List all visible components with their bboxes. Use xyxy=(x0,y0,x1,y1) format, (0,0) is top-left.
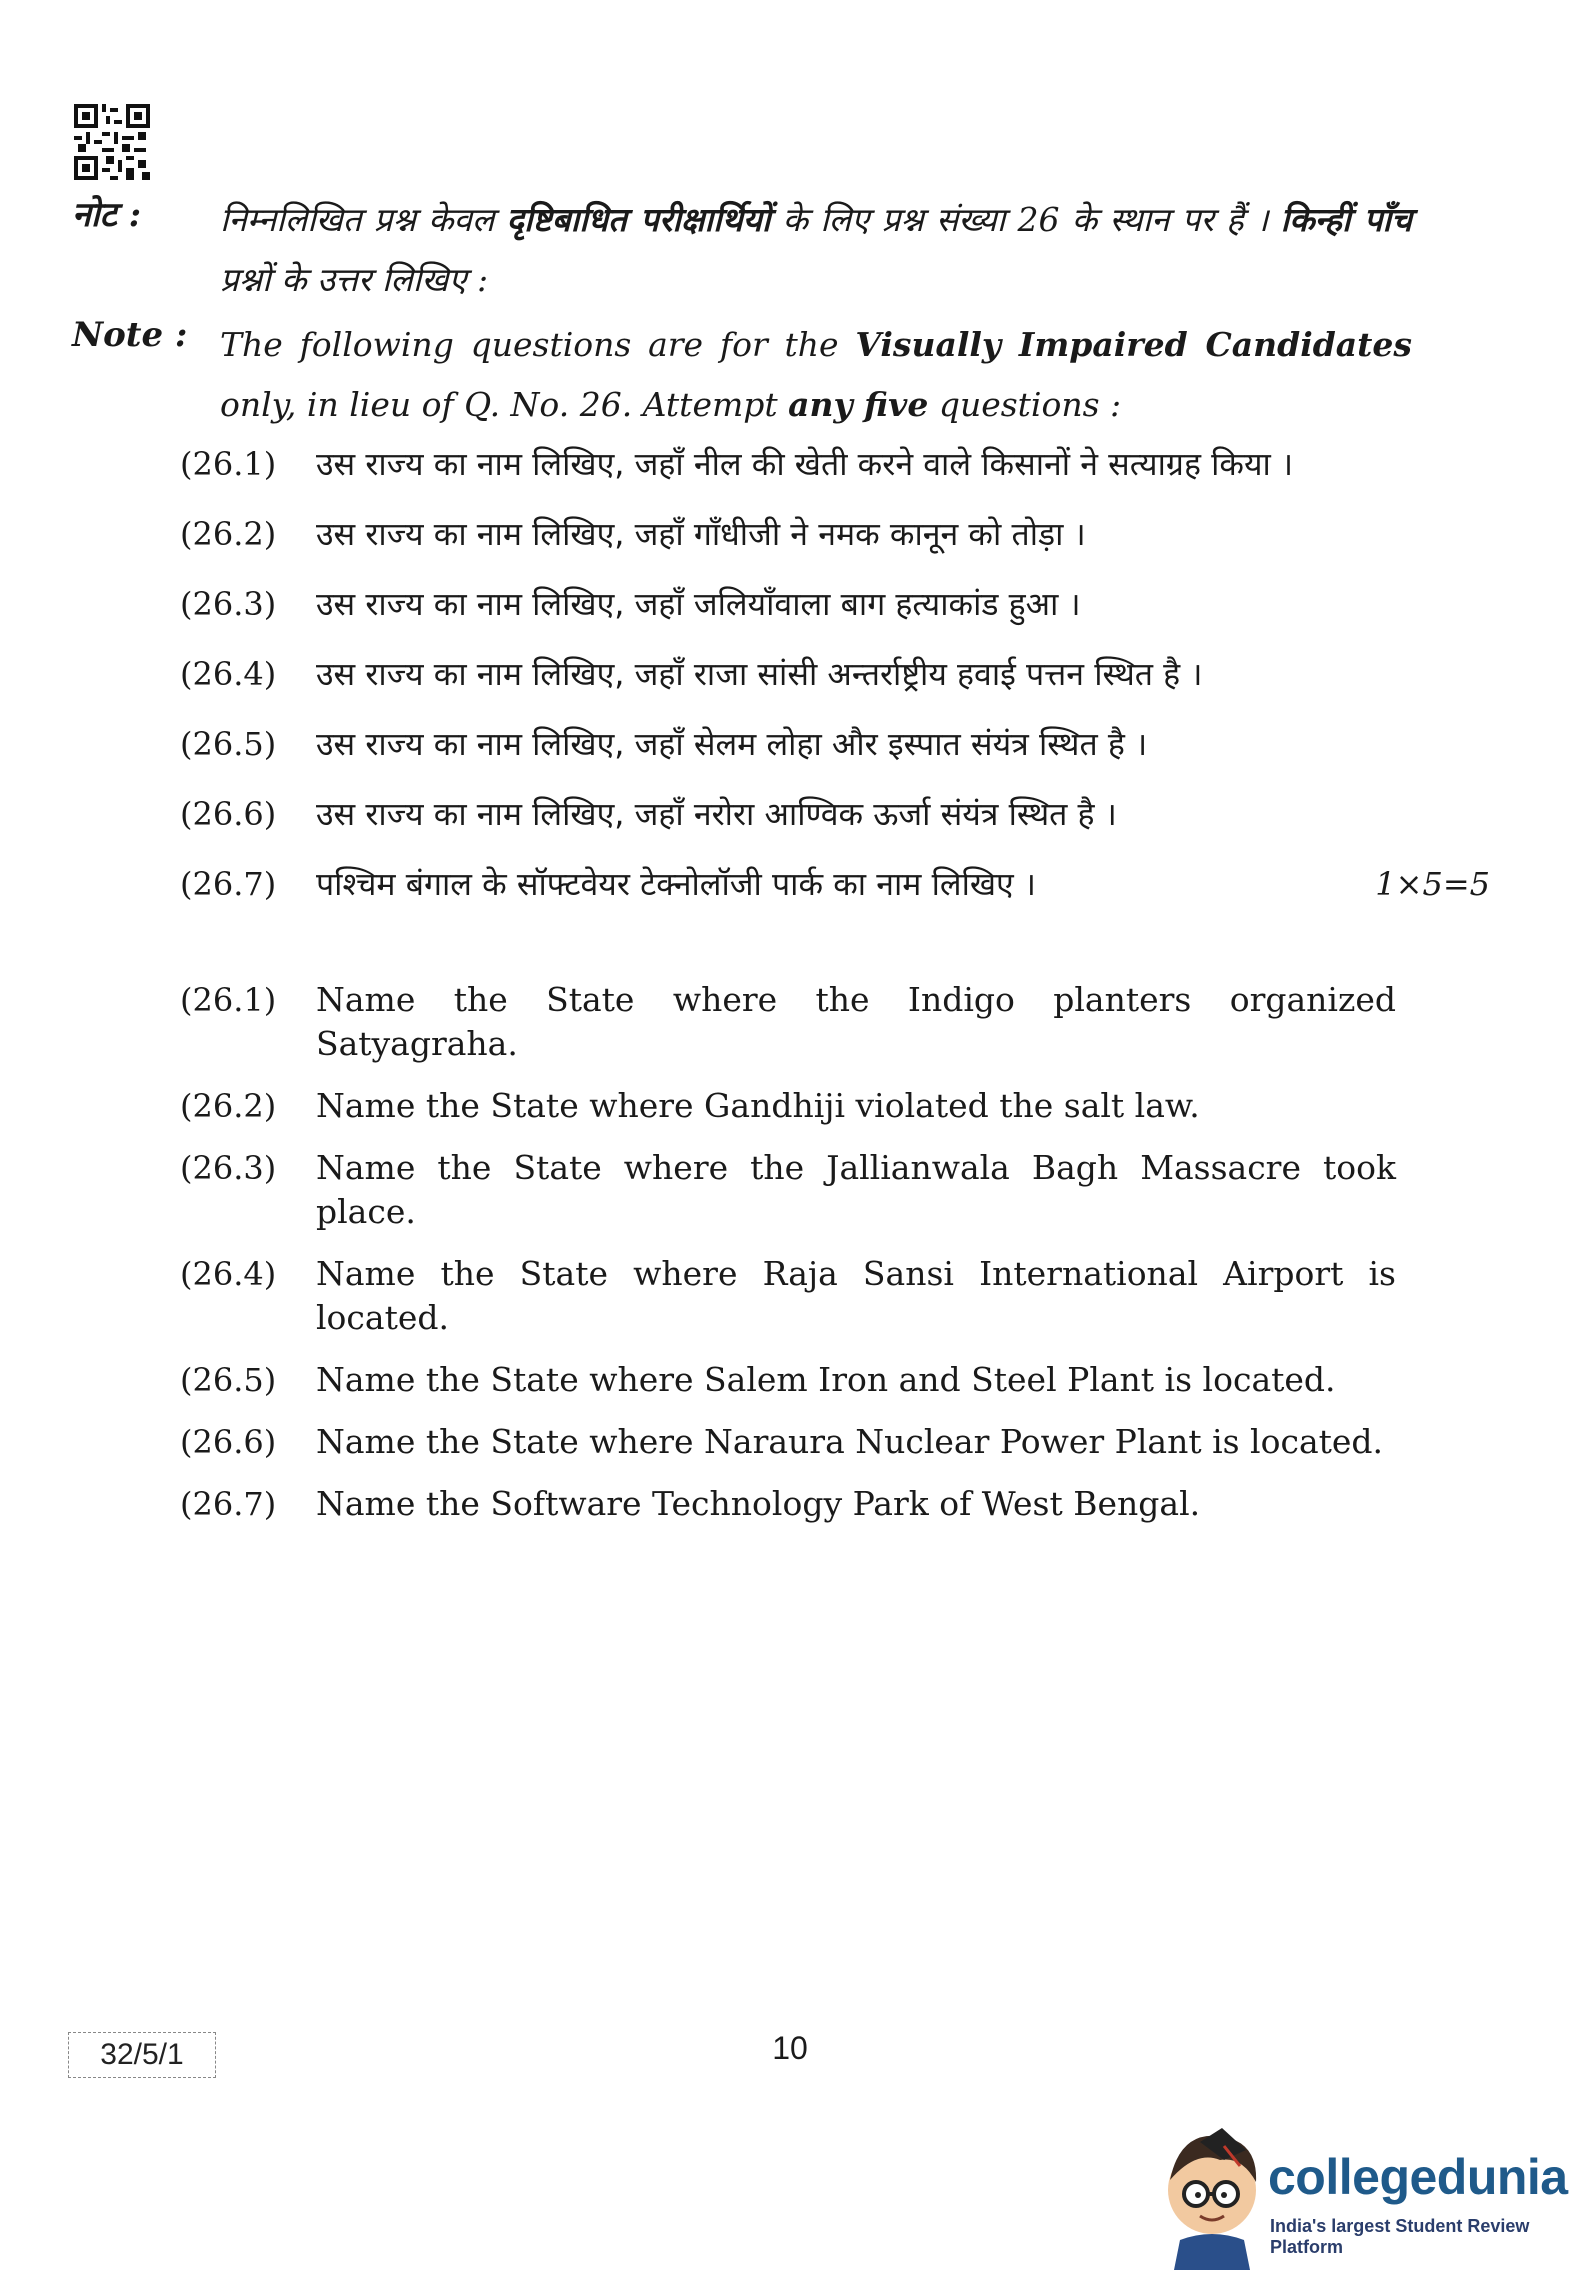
note-emphasis: दृष्टिबाधित परीक्षार्थियों xyxy=(506,200,771,239)
question-number: (26.6) xyxy=(180,1423,277,1461)
question-item xyxy=(180,1482,1490,1526)
note-emphasis: किन्हीं पाँच xyxy=(1280,200,1412,239)
page-number: 10 xyxy=(772,2030,808,2066)
paper-code: 32/5/1 xyxy=(68,2032,216,2078)
collegedunia-logo xyxy=(1160,2120,1568,2270)
question-list-english xyxy=(180,978,1490,1544)
question-text: Name the State where Gandhiji violated the salt law. xyxy=(316,1086,1200,1125)
question-text: उस राज्य का नाम लिखिए, जहाँ सेलम लोहा और इस्पात संयंत्र स्थित है । xyxy=(316,725,1148,763)
question-item xyxy=(180,1358,1490,1402)
question-number: (26.2) xyxy=(180,1087,277,1125)
note-text-hindi xyxy=(220,190,1412,310)
question-text: Name the State where the Jallianwala Bagh Massacre took place. xyxy=(316,1148,1396,1231)
question-text: उस राज्य का नाम लिखिए, जहाँ जलियाँवाला बाग हत्याकांड हुआ । xyxy=(316,585,1081,623)
question-text: Name the State where Naraura Nuclear Power Plant is located. xyxy=(316,1422,1384,1461)
question-text: पश्चिम बंगाल के सॉफ्टवेयर टेक्नोलॉजी पार्क का नाम लिखिए । xyxy=(316,865,1037,903)
note-emphasis: any five xyxy=(788,385,929,424)
question-number: (26.1) xyxy=(180,445,277,483)
question-item xyxy=(180,652,1490,696)
question-item xyxy=(180,442,1490,486)
question-text: Name the Software Technology Park of West Bengal. xyxy=(316,1484,1201,1523)
question-item xyxy=(180,792,1490,836)
question-text: उस राज्य का नाम लिखिए, जहाँ राजा सांसी अन्तर्राष्ट्रीय हवाई पत्तन स्थित है । xyxy=(316,655,1203,693)
question-text: उस राज्य का नाम लिखिए, जहाँ नरोरा आण्विक ऊर्जा संयंत्र स्थित है । xyxy=(316,795,1117,833)
question-number: (26.4) xyxy=(180,1255,277,1293)
question-number: (26.7) xyxy=(180,1485,277,1523)
question-item xyxy=(180,978,1490,1066)
question-number: (26.6) xyxy=(180,795,277,833)
question-item xyxy=(180,862,1490,906)
question-text: Name the State where Raja Sansi International Airport is located. xyxy=(316,1254,1396,1337)
note-hindi xyxy=(72,190,1412,320)
question-number: (26.3) xyxy=(180,585,277,623)
note-text-part: के लिए प्रश्न संख्या 26 के स्थान पर हैं । xyxy=(770,200,1281,239)
question-item xyxy=(180,1420,1490,1464)
question-number: (26.4) xyxy=(180,655,277,693)
question-number: (26.2) xyxy=(180,515,277,553)
note-text-part: questions : xyxy=(928,385,1122,424)
question-text: उस राज्य का नाम लिखिए, जहाँ नील की खेती करने वाले किसानों ने सत्याग्रह किया । xyxy=(316,445,1294,483)
qr-code-icon xyxy=(74,104,150,180)
question-item xyxy=(180,722,1490,766)
note-text-part: The following questions are for the xyxy=(220,325,856,364)
note-text-part: निम्नलिखित प्रश्न केवल xyxy=(220,200,507,239)
note-english xyxy=(72,315,1412,435)
question-number: (26.1) xyxy=(180,981,277,1019)
question-list-hindi xyxy=(180,442,1490,932)
question-item xyxy=(180,582,1490,626)
logo-tagline: India's largest Student Review Platform xyxy=(1270,2216,1530,2257)
question-number: (26.5) xyxy=(180,725,277,763)
question-item xyxy=(180,1252,1490,1340)
note-label-hindi: नोट : xyxy=(72,195,142,235)
note-label-english: Note : xyxy=(72,315,188,355)
note-emphasis: Visually Impaired Candidates xyxy=(855,325,1412,364)
question-text: उस राज्य का नाम लिखिए, जहाँ गाँधीजी ने नमक कानून को तोड़ा । xyxy=(316,515,1086,553)
question-text: Name the State where the Indigo planters organized Satyagraha. xyxy=(316,980,1396,1063)
question-item xyxy=(180,1146,1490,1234)
question-number: (26.5) xyxy=(180,1361,277,1399)
mascot-icon xyxy=(1160,2120,1264,2270)
note-text-part: only, in lieu of Q. No. 26. Attempt xyxy=(220,385,789,424)
marks-allocation: 1×5=5 xyxy=(1375,865,1490,903)
question-number: (26.3) xyxy=(180,1149,277,1187)
logo-wordmark: collegedunia xyxy=(1268,2149,1568,2205)
note-text-english xyxy=(220,315,1412,435)
question-item xyxy=(180,1084,1490,1128)
question-number: (26.7) xyxy=(180,865,277,903)
note-text-part: प्रश्नों के उत्तर लिखिए : xyxy=(220,260,489,299)
question-item xyxy=(180,512,1490,556)
question-text: Name the State where Salem Iron and Steel Plant is located. xyxy=(316,1360,1336,1399)
